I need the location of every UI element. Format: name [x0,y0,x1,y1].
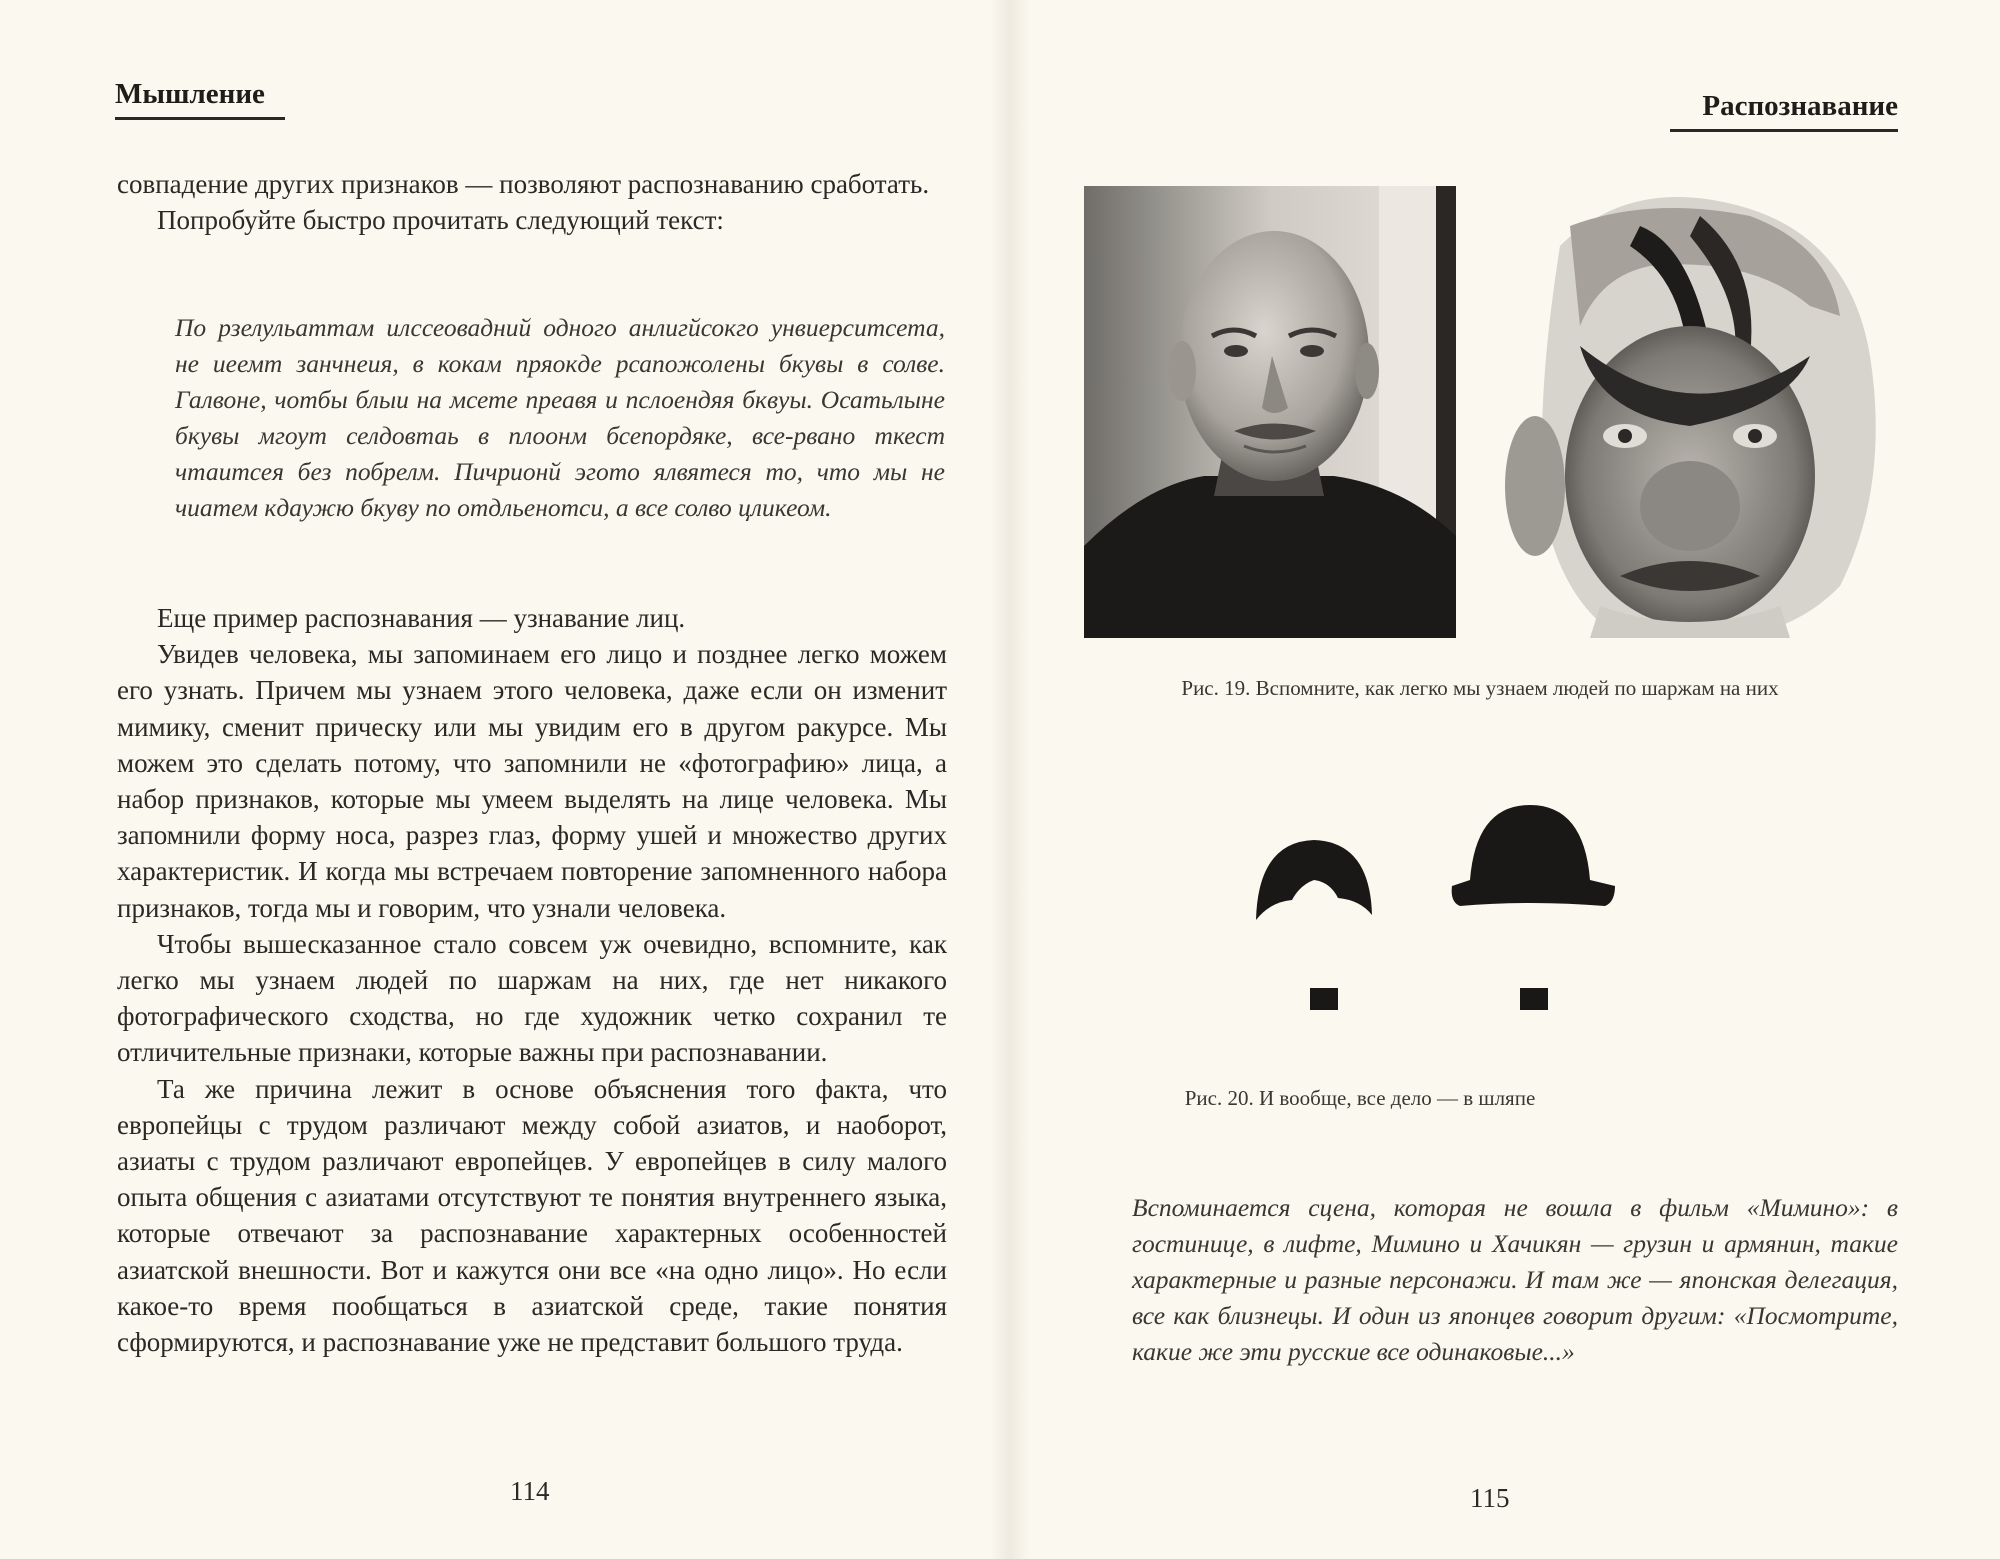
main-paragraphs [117,600,947,1360]
figure-20-hats [1230,790,1730,1020]
paragraph-faces: Увидев человека, мы запоминаем его лицо и позднее легко можем его узнать. Причем мы узнаем этого человека, даже если он изменит мимику, сменит прическу или мы увидим его в другом ракурсе. Мы можем это сделать потому, что запомнили не «фотографию» лица, а набор признаков, которые мы умеем выделять на лице человека. Мы запомнили форму носа, разрез глаз, форму ушей и множество других характеристик. И когда мы встречаем повторение запомненного набора признаков, тогда мы и говорим, что узнали человека. [117,639,947,923]
page-number-left: 114 [510,1476,550,1506]
mustache-left [1310,988,1338,1010]
portrait-photo [1084,186,1456,638]
running-head-left: Мышление [115,78,285,120]
bowl-hair-silhouette [1256,840,1372,920]
caricature-drawing [1490,186,1890,638]
page-number-right: 115 [1470,1483,1510,1513]
intro-paragraphs [117,166,947,238]
mimino-quote: Вспоминается сцена, которая не вошла в фильм «Мимино»: в гостинице, в лифте, Мимино и Хачикян — грузин и армянин, такие характерные и разные персонажи. И там же — японская делегация, все как близнецы. И один из японцев говорит другим: «Посмотрите, какие же эти русские все одинаковые...» [1132,1193,1898,1366]
running-head-right: Распознавание [1670,90,1898,132]
mustache-right [1520,988,1548,1010]
figure-19-caption: Рис. 19. Вспомните, как легко мы узнаем людей по шаржам на них [1181,676,1779,700]
scrambled-text: По рзелульаттам илссеовадний одного анлигйсокго унвиерситсета, не иеемт занчнеия, в кокам пряокде рсапожолены бкувы в солве. Галвоне, чотбы блыи на мсете преавя и пслоендяя бквуы. Осатьлыне бкувы мгоут селдовтаь в плоонм бсепордяке, все-рвано ткест чтаитсея без побрелм. Пичрионй эгото ялвятеся то, что мы не чиатем кдаужю бкуву по отдльенотси, а все солво цликеом. [175,313,945,522]
paragraph-faces-intro: Еще пример распознавания — узнавание лиц. [157,603,686,633]
bowler-hat-silhouette [1452,805,1615,906]
figure-20-caption: Рис. 20. И вообще, все дело — в шляпе [1184,1086,1536,1110]
paragraph-try: Попробуйте быстро прочитать следующий текст: [157,205,724,236]
paragraph-asians: Та же причина лежит в основе объяснения того факта, что европейцы с трудом различают между собой азиатов, и наоборот, азиаты с трудом различают европейцев. У европейцев в силу малого опыта общения с азиатами отсутствуют те понятия внутреннего языка, которые отвечают за распознавание характерных особенностей азиатской внешности. Вот и кажутся они все «на одно лицо». Но если какое-то время пообщаться в азиатской среде, такие понятия сформируются, и распознавание уже не представит большого труда. [117,1073,947,1358]
paragraph-caricature: Чтобы вышесказанное стало совсем уж очевидно, вспомните, как легко мы узнаем людей по шаржам на них, где нет никакого фотографического сходства, но где художник четко сохранил те отличительные признаки, которые важны при распознавании. [117,928,947,1068]
paragraph-continue: совпадение других признаков — позволяют распознаванию сработать. [117,169,930,199]
right-page [1000,0,2000,1559]
